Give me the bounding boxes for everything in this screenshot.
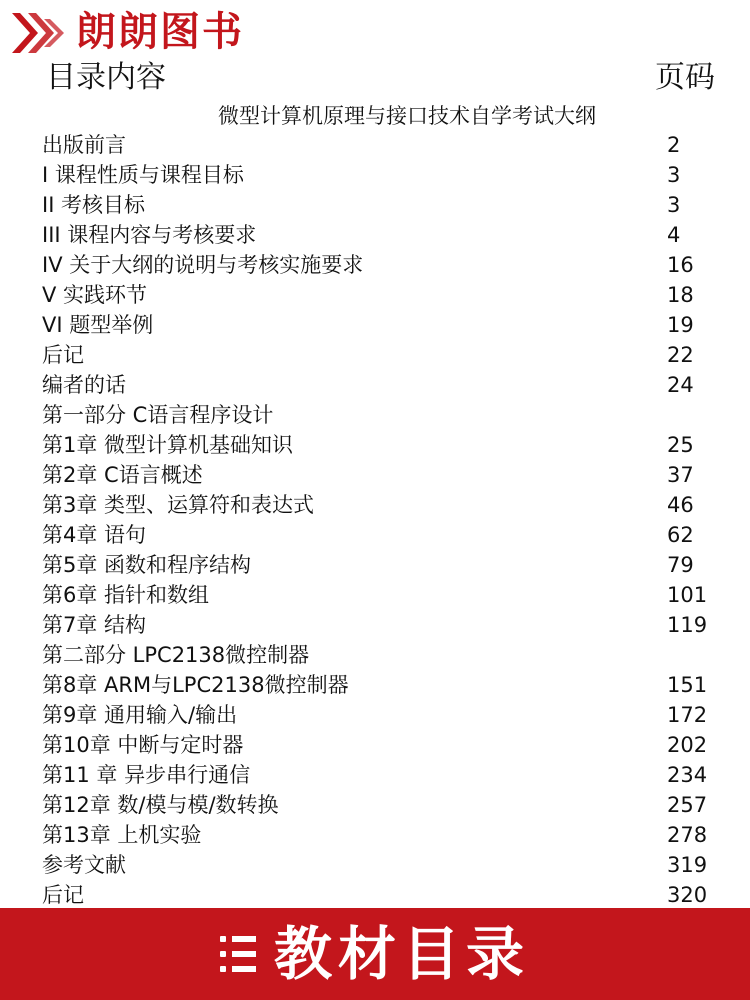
toc-entry-page: 3: [667, 193, 681, 217]
toc-entry-title: 第二部分 LPC2138微控制器: [42, 643, 310, 667]
toc-entry-page: 278: [667, 823, 708, 847]
brand-logo: [8, 4, 244, 60]
toc-entry-title: VI 题型举例: [42, 313, 154, 337]
toc-row: [0, 400, 750, 430]
toc-row: [0, 760, 750, 790]
toc-entry-title: 第一部分 C语言程序设计: [42, 403, 274, 427]
toc-entry-page: 4: [667, 223, 681, 247]
toc-entry-title: 第7章 结构: [42, 613, 147, 637]
toc-row: [0, 520, 750, 550]
toc-row: [0, 430, 750, 460]
toc-entry-title: 第12章 数/模与模/数转换: [42, 793, 279, 817]
toc-row: [0, 340, 750, 370]
toc-entry-page: 101: [667, 583, 708, 607]
toc-entry-title: 第9章 通用输入/输出: [42, 703, 238, 727]
toc-entry-page: 19: [667, 313, 694, 337]
toc-entry-title: I 课程性质与课程目标: [42, 163, 244, 187]
toc-entry-page: 25: [667, 433, 694, 457]
toc-entry-page: 24: [667, 373, 694, 397]
toc-entry-title: III 课程内容与考核要求: [42, 223, 257, 247]
toc-row: [0, 610, 750, 640]
toc-entry-page: 151: [667, 673, 708, 697]
footer-banner: [0, 908, 750, 1000]
page-number-heading: 页码: [655, 60, 715, 95]
table-of-contents: [0, 130, 750, 910]
toc-entry-title: II 考核目标: [42, 193, 146, 217]
toc-entry-page: 202: [667, 733, 708, 757]
toc-entry-page: 234: [667, 763, 708, 787]
toc-entry-title: 第1章 微型计算机基础知识: [42, 433, 294, 457]
toc-entry-title: 第11 章 异步串行通信: [42, 763, 251, 787]
toc-entry-title: 参考文献: [42, 853, 126, 877]
toc-entry-page: 46: [667, 493, 694, 517]
toc-entry-title: 后记: [42, 883, 84, 907]
toc-row: [0, 490, 750, 520]
toc-row: [0, 850, 750, 880]
toc-entry-title: 第3章 类型、运算符和表达式: [42, 493, 315, 517]
toc-entry-page: 319: [667, 853, 708, 877]
toc-entry-title: IV 关于大纲的说明与考核实施要求: [42, 253, 364, 277]
toc-entry-title: 第4章 语句: [42, 523, 147, 547]
toc-entry-title: 第10章 中断与定时器: [42, 733, 244, 757]
toc-entry-page: 257: [667, 793, 708, 817]
toc-row: [0, 790, 750, 820]
toc-row: [0, 880, 750, 910]
toc-entry-page: 320: [667, 883, 708, 907]
toc-row: [0, 730, 750, 760]
toc-entry-page: 22: [667, 343, 694, 367]
toc-entry-page: 2: [667, 133, 681, 157]
toc-row: [0, 160, 750, 190]
toc-row: [0, 460, 750, 490]
toc-entry-page: 62: [667, 523, 694, 547]
toc-row: [0, 190, 750, 220]
toc-row: [0, 220, 750, 250]
toc-entry-title: 第13章 上机实验: [42, 823, 202, 847]
list-icon: [220, 936, 256, 972]
toc-row: [0, 700, 750, 730]
toc-entry-page: 16: [667, 253, 694, 277]
toc-entry-page: 119: [667, 613, 708, 637]
toc-row: [0, 310, 750, 340]
toc-row: [0, 280, 750, 310]
toc-entry-page: 37: [667, 463, 694, 487]
toc-entry-title: 编者的话: [42, 373, 126, 397]
toc-entry-title: 第6章 指针和数组: [42, 583, 210, 607]
toc-entry-page: 3: [667, 163, 681, 187]
toc-row: [0, 250, 750, 280]
banner-title: 教材目录: [273, 920, 530, 988]
toc-row: [0, 550, 750, 580]
toc-row: [0, 580, 750, 610]
toc-heading: 目录内容: [46, 60, 166, 95]
toc-entry-title: 后记: [42, 343, 84, 367]
brand-name: 朗朗图书: [76, 8, 244, 55]
toc-row: [0, 130, 750, 160]
toc-entry-page: 79: [667, 553, 694, 577]
book-subtitle: 微型计算机原理与接口技术自学考试大纲: [218, 104, 596, 128]
toc-row: [0, 820, 750, 850]
toc-entry-page: 172: [667, 703, 708, 727]
toc-entry-title: 第2章 C语言概述: [42, 463, 203, 487]
toc-row: [0, 640, 750, 670]
toc-entry-title: V 实践环节: [42, 283, 148, 307]
toc-entry-title: 第8章 ARM与LPC2138微控制器: [42, 673, 349, 697]
toc-entry-page: 18: [667, 283, 694, 307]
book-logo-icon: [8, 5, 70, 59]
toc-entry-title: 第5章 函数和程序结构: [42, 553, 252, 577]
toc-row: [0, 670, 750, 700]
toc-entry-title: 出版前言: [42, 133, 126, 157]
toc-row: [0, 370, 750, 400]
